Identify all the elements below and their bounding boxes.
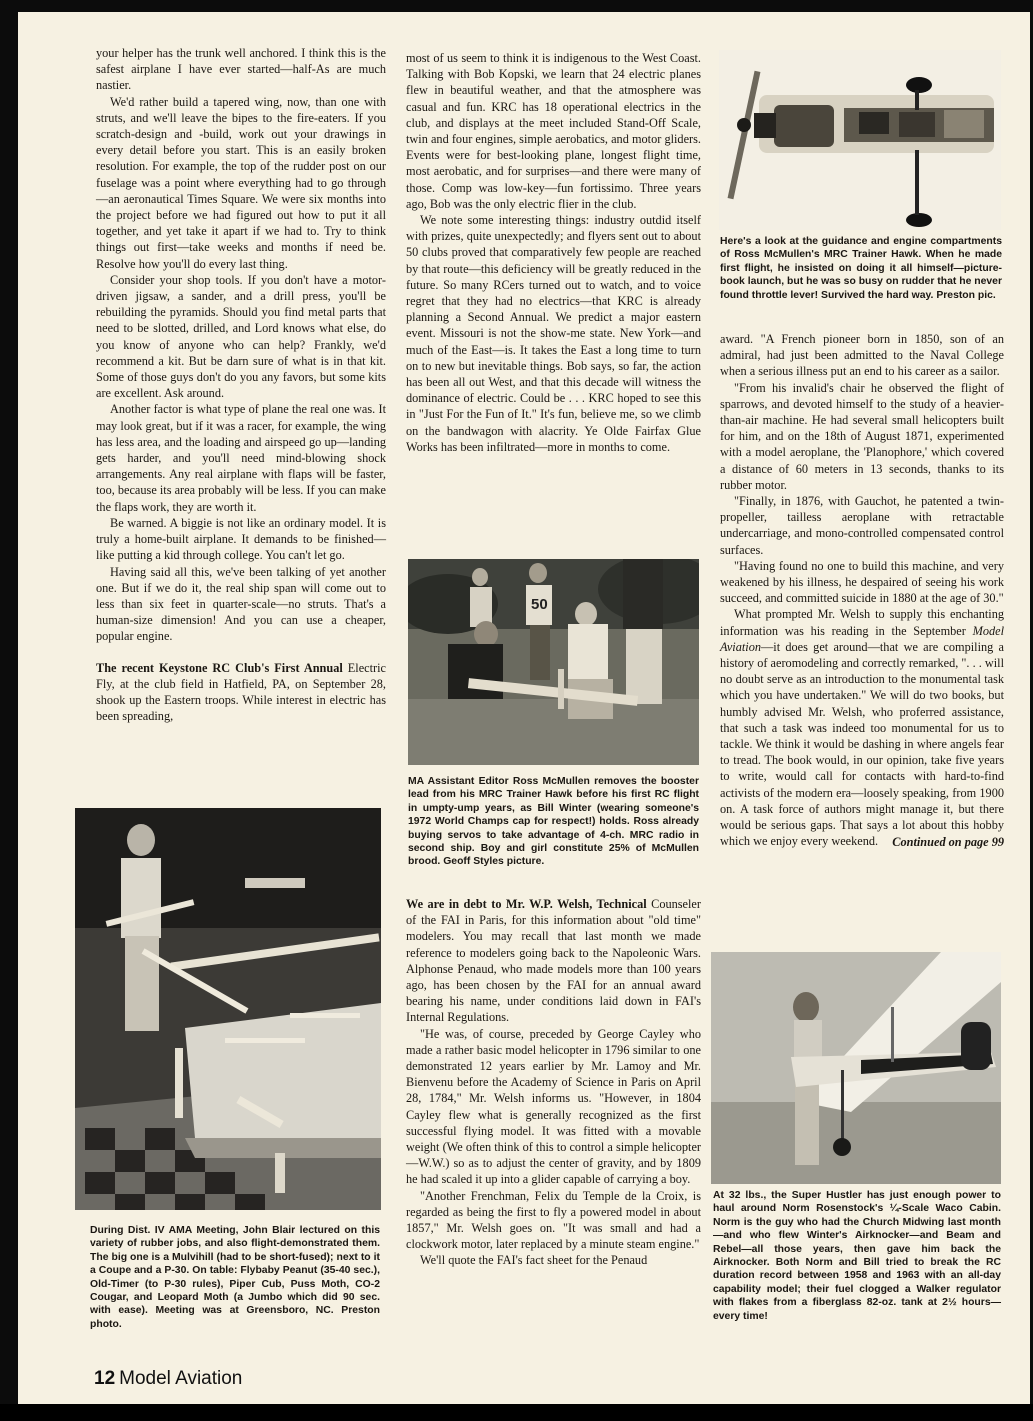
magazine-page xyxy=(18,12,1030,1404)
photo-trainer-hawk-compartments xyxy=(719,50,1001,230)
trainer-hawk-photo-image xyxy=(719,50,1001,230)
column-2 xyxy=(406,50,701,455)
mcmullen-photo-image xyxy=(408,559,699,765)
magazine-title: Model Aviation xyxy=(720,623,1004,654)
photo-mcmullen-trainer-hawk xyxy=(408,559,699,765)
page-number: 12 xyxy=(94,1368,116,1389)
paragraph: "Another Frenchman, Felix du Temple de la Croix, is regarded as being the first to fly a powered model in about 1857," Mr. Welsh goes on. "It was small and had a clockwork motor, later replaced by a minute steam engine." xyxy=(406,1188,701,1252)
paragraph: "Having found no one to build this machine, and very weakened by his illness, he despaired of seeing his work succeed, and committed suicide in 1880 at the age of 30." xyxy=(720,558,1004,606)
keystone-text: Electric Fly, at the club field in Hatfield, PA, on September 28, shook up the Eastern troops. While interest in electric has been spreading, xyxy=(96,660,386,724)
paragraph: "He was, of course, preceded by George Cayley who made a rather basic model helicopter in 1796 similar to one demonstrated 12 years earlier by Mr. Lamoy and Mr. Bienvenu before the Academy of Science in Paris on April 28, 1784," Mr. Welsh informs us. "However, in 1804 Cayley flew what is generally recognized as the first successful flying model. It was fitted with a movable weight (We often think of this to control a simple helicopter—W.W.) so as to adjust the center of gravity, and by 1809 he had scaled it up into a glider capable of carrying a boy. xyxy=(406,1026,701,1187)
paragraph: your helper has the trunk well anchored. I think this is the safest airplane I have ever started—half-As are much nastier. xyxy=(96,46,386,93)
jersey-number: 50 xyxy=(531,596,548,613)
paragraph: We'd rather build a tapered wing, now, than one with struts, and we'll leave the bipes to the fire-eaters. If you scratch-design and -build, work out your drawings in every detail before you start. This is an easily broken resolution. For example, the top of the rudder post on our fuselage was a point where everything had to go through—an aeronautical Times Square. We were six months into the project before we had figured out how to put it all together, and yet take it apart if we had to. Try to think things out first—take weeks and months if need be. Resolve how you'll do every last thing. xyxy=(96,94,386,271)
keystone-paragraph xyxy=(96,660,386,725)
column-3 xyxy=(720,331,1004,850)
column-1 xyxy=(96,45,386,724)
publication-name: Model Aviation xyxy=(119,1368,243,1389)
paragraph xyxy=(720,606,1004,849)
keystone-lead: The recent Keystone RC Club's First Annual xyxy=(96,660,343,675)
paragraph: We'll quote the FAI's fact sheet for the Penaud xyxy=(420,1253,648,1268)
welsh-lead: We are in debt to Mr. W.P. Welsh, Technical xyxy=(406,897,647,911)
paragraph: award. "A French pioneer born in 1850, son of an admiral, had just been admitted to the Naval College when a serious illness put an end to his career as a sailor. xyxy=(720,332,1004,379)
welsh-paragraph xyxy=(406,896,701,1026)
waco-photo-image xyxy=(711,952,1001,1184)
text: —it does get around—that we are compiling a history of aeromodeling and correctly remarked, ". . . will no doubt serve as an introduction to the monumental task which you have undertaken." We will do two books, but humbly advised Mr. Welsh, who proferred assistance, that such a task was indeed too monumental for us to tackle. We think it would be dashing in where angels fear to tread. The book would, in our opinion, take five years to write, would call for contacts with hard-to-find activists of the modern era—loosely speaking, from 1900 on. A task force of authors might manage it, but there would be serious gaps. That says a lot about this hobby which we enjoy every weekend. xyxy=(720,639,1004,849)
paragraph: Consider your shop tools. If you don't have a motor-driven jigsaw, a sander, and a drill press, you'll be rebuilding the pyramids. Should you find metal parts that need to be slotted, drilled, and Lord knows what else, do you know of anyone who can help? Frankly, we'd recommend a kit. But be darn sure of what is in that kit. Some of those guys don't do you any favors, but some kits are excellent. Ask around. xyxy=(96,272,386,401)
caption-waco-hustler: At 32 lbs., the Super Hustler has just enough power to haul around Norm Rosenstock's ¼-Scale Waco Cabin. Norm is the guy who had the Church Midwing last month—and who flew Winter's Airknocker—and Beam and Rebel—all those years, then gave him back the Airknocker. Both Norm and Bill tried to break the RC duration record between 1958 and 1963 with an all-day capability model; their fuel clogged a Walker regulator with flakes from a fiberglass 82-oz. tank at 2½ hours—every time! xyxy=(713,1190,1001,1322)
caption-trainer-hawk: Here's a look at the guidance and engine compartments of Ross McMullen's MRC Trainer Hawk. When he made first flight, he insisted on doing it all himself—picture-book launch, but he was so busy on rudder that he never found throttle lever! Survived the hard way. Preston pic. xyxy=(720,236,1002,301)
paragraph: Another factor is what type of plane the real one was. It may look great, but if it was a racer, for example, the wing has less area, and the loading and airspeed go up—landing gets harder, and you'll need mind-blowing shock arrangements. Any real airplane with flaps will be faster, too, because its area probably will be less. If you can make the flaps work, they are worth it. xyxy=(96,402,386,514)
paragraph: most of us seem to think it is indigenous to the West Coast. Talking with Bob Kopski, we learn that 24 electric planes flew in beautiful weather, and that the atmosphere was casual and fun. KRC has 18 operational electrics in the club, and displays at the meet included Stand-Off Scale, twin and four engines, simple aerobatics, and motor gliders. Events were for best-looking plane, longest flight time, most aerobatic, and for surprises—and there were many of those. Comp was low-key—fun fortissimo. Three years ago, Bob was the only electric flier in the club. xyxy=(406,51,701,211)
meeting-photo-image xyxy=(75,808,381,1210)
paragraph: "From his invalid's chair he observed the flight of sparrows, and devoted himself to the study of a heavier-than-air machine. He had several small helicopters built for him, and on the 18th of August 1871, experimented with a model aeroplane, the 'Planophore,' which covered a distance of 60 meters in 13 seconds, thanks to its rubber motor. xyxy=(720,380,1004,492)
paragraph: Be warned. A biggie is not like an ordinary model. It is truly a home-built airplane. It demands to be finished—like putting a kid through college. You can't let go. xyxy=(96,515,386,563)
photo-waco-cabin xyxy=(711,952,1001,1184)
photo-rubber-models-meeting xyxy=(75,808,381,1210)
column-2-welsh xyxy=(406,896,701,1269)
scan-border xyxy=(0,1404,1033,1421)
paragraph: We note some interesting things: industry outdid itself with prizes, quite unexpectedly; and flyers sent out to about 50 clubs proved that comparatively few people are reached by that route—this deficiency will be greatly reduced in the future. So many RCers turned out to watch, and to voice regret that they had no electrics—that KRC is already planning a Second Annual. We predict a major eastern event. Missouri is not the show-me state. New York—and much of the East—is. It takes the East a long time to turn on to new but inevitable things. Bob says, so far, the action has been all out West, and that this decade will witness the dominance of electric. Could be . . . KRC hoped to see this in "Just For the Fun of It." It's fun, believe me, so we climb on the bandwagon with alacrity. Ye Olde Fairfax Glue Works has been infiltrated—more in months to come. xyxy=(406,213,701,454)
caption-mcmullen: MA Assistant Editor Ross McMullen removes the booster lead from his MRC Trainer Hawk before his first RC flight in umpty-ump years, as Bill Winter (wearing someone's 1972 World Champs cap for respect!) holds. Ross already buying servos to take advantage of 4-ch. MRC radio in second ship. Boy and girl constitute 25% of McMullen brood. Geoff Styles picture. xyxy=(408,776,699,868)
text: What prompted Mr. Welsh to supply this enchanting information was his reading in the September xyxy=(720,607,1004,638)
continued-on-page[interactable]: Continued on page 99 xyxy=(892,834,1004,849)
paragraph: "Finally, in 1876, with Gauchot, he patented a twin-propeller, tailless aeroplane with retractable undercarriage, and mono-controlled compensated control surfaces. xyxy=(720,494,1004,557)
caption-meeting: During Dist. IV AMA Meeting, John Blair lectured on this variety of rubber jobs, and also flight-demonstrated them. The big one is a Mulvihill (had to be short-fused); next to it a Coupe and a P-30. On table: Flybaby Peanut (35-40 sec.), Old-Timer (to P-30 rules), Piper Cub, Puss Moth, CO-2 Cougar, and Leopard Moth (a Jumbo which did 90 sec. with ease). Meeting was at Greensboro, NC. Preston photo. xyxy=(90,1225,380,1330)
page-folio xyxy=(94,1368,242,1390)
welsh-text: Counseler of the FAI in Paris, for this information about "old time" modelers. You may recall that last month we made reference to modelers going back to the Napoleonic Wars. Alphonse Penaud, who made models more than 100 years ago, has been chosen by the FAI for an annual award bearing his name, under conditions laid down in FAI's Internal Regulations. xyxy=(406,897,701,1025)
paragraph: Having said all this, we've been talking of yet another one. But if we do it, the real ship span will come out to less than six feet in quarter-scale—no struts. That's a human-size dimension! And you can use a cheaper, popular engine. xyxy=(96,564,386,644)
